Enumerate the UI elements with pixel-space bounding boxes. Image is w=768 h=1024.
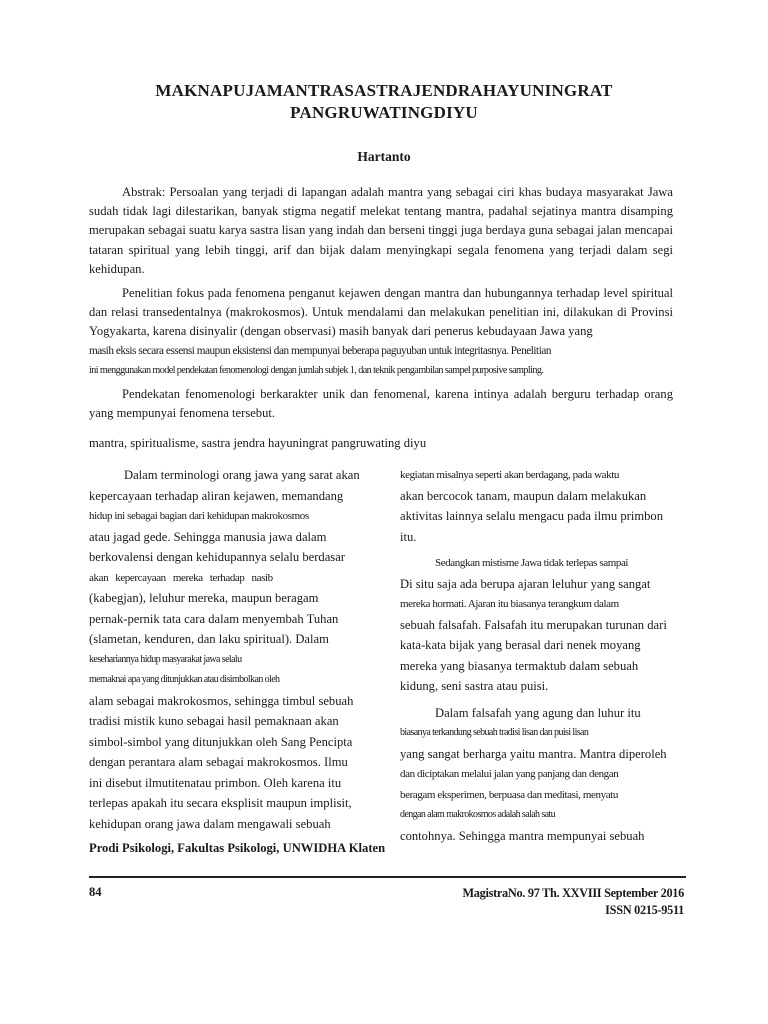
text-line: pernak-pernik tata cara dalam menyembah Tuhan: [89, 611, 339, 626]
text-line: simbol-simbol yang ditunjukkan oleh Sang Pencipta: [89, 734, 353, 749]
text-line: (slametan, kenduren, dan laku spiritual). Dalam: [89, 632, 329, 646]
title-line-2: PANGRUWATINGDIYU: [290, 103, 478, 122]
text-line: kidung, seni sastra atau puisi.: [400, 679, 549, 693]
abstract-paragraph-2-cont: masih eksis secara essensi maupun eksistensi dan mempunyai beberapa paguyuban untuk integritasnya. Penelitian: [89, 344, 552, 357]
text-line: kesehariannya hidup masyarakat jawa selalu: [89, 653, 242, 665]
abstract-paragraph-3: Pendekatan fenomenologi berkarakter unik dan fenomenal, karena intinya adalah berguru terhadap orang yang mempunyai fenomena tersebut.: [89, 387, 673, 421]
text-line: kehidupan orang jawa dalam mengawali sebuah: [89, 816, 331, 831]
text-line: aktivitas lainnya selalu mengacu pada ilmu primbon: [400, 509, 663, 523]
text-line: kegiatan misalnya seperti akan berdagang, pada waktu: [400, 469, 619, 481]
text-line: kepercayaan terhadap aliran kejawen, memandang: [89, 488, 344, 503]
keywords: mantra, spiritualisme, sastra jendra hayuningrat pangruwating diyu: [89, 436, 427, 450]
text-line: contohnya. Sehingga mantra mempunyai sebuah: [400, 828, 645, 843]
journal-issn: ISSN 0215-9511: [605, 903, 684, 917]
title-line-1: MAKNAPUJAMANTRASASTRAJENDRAHAYUNINGRAT: [155, 81, 613, 100]
text-line: (kabegjan), leluhur mereka, maupun beragam: [89, 591, 319, 605]
text-line: Sedangkan mistisme Jawa tidak terlepas sampai: [435, 557, 629, 569]
abstract-paragraph-2: Penelitian fokus pada fenomena penganut kejawen dengan mantra dan hubungannya terhadap level spiritual dan relasi transedentalnya (makrokosmos). Untuk mendalami dan melakukan penelitian ini, dilakukan di Provinsi Yogyakarta, karena disinyalir (dengan observasi) masih banyak dari penerus kebudayaan Jawa yang: [89, 286, 673, 339]
text-line: terlepas apakah itu secara eksplisit maupun implisit,: [89, 796, 352, 810]
article-title: [90, 80, 678, 124]
text-line: itu.: [400, 529, 417, 544]
text-line: sebuah falsafah. Falsafah itu merupakan turunan dari: [400, 617, 667, 632]
page-number: 84: [89, 885, 102, 899]
text-line: dengan perantara alam sebagai makrokosmos. Ilmu: [89, 755, 348, 769]
text-line: berkovalensi dengan kehidupannya selalu berdasar: [89, 550, 345, 564]
journal-info: [462, 885, 684, 919]
text-line: yang sangat berharga yaitu mantra. Mantra diperoleh: [400, 746, 667, 761]
text-line: mereka yang biasanya termaktub dalam sebuah: [400, 658, 639, 673]
author-affiliation: Prodi Psikologi, Fakultas Psikologi, UNWIDHA Klaten: [89, 841, 386, 855]
text-line: akan bercocok tanam, maupun dalam melakukan: [400, 488, 647, 503]
text-line: biasanya terkandung sebuah tradisi lisan dan puisi lisan: [400, 727, 589, 738]
text-line: Di situ saja ada berupa ajaran leluhur yang sangat: [400, 576, 651, 591]
text-line: Dalam terminologi orang jawa yang sarat akan: [124, 468, 360, 482]
text-line: tradisi mistik kuno sebagai hasil pemaknaan akan: [89, 714, 339, 728]
abstract-paragraph-1: Abstrak: Persoalan yang terjadi di lapangan adalah mantra yang sebagai ciri khas budaya masyarakat Jawa sudah tidak lagi dilestarikan, banyak stigma negatif melekat tentang mantra, padahal sejatinya mantra disamping merupakan sebagai suatu karya sastra lisan yang indah dan berseni tinggi juga berdaya guna sebagai jalan mencapai tataran spiritual yang lebih tinggi, arif dan bijak dalam menyingkapi segala fenomena yang terjadi dalam segi kehidupan.: [89, 185, 673, 276]
abstract: [89, 183, 673, 428]
text-line: dengan alam makrokosmos adalah salah satu: [400, 809, 556, 820]
body-column-left: [89, 465, 376, 834]
footer-divider: [89, 876, 686, 878]
text-line: dan diciptakan melalui jalan yang panjang dan dengan: [400, 768, 619, 780]
text-line: hidup ini sebagai bagian dari kehidupan makrokosmos: [89, 510, 309, 522]
text-line: kata-kata bijak yang berasal dari nenek moyang: [400, 638, 641, 652]
text-line: ini disebut ilmutitenatau primbon. Oleh karena itu: [89, 775, 342, 790]
text-line: memaknai apa yang ditunjukkan atau disimbolkan oleh: [89, 674, 280, 685]
text-line: Dalam falsafah yang agung dan luhur itu: [435, 705, 641, 720]
journal-issue: MagistraNo. 97 Th. XXVIII September 2016: [462, 886, 684, 900]
text-line: atau jagad gede. Sehingga manusia jawa dalam: [89, 529, 327, 544]
body-column-right: [400, 465, 687, 846]
text-line: beragam eksperimen, berpuasa dan meditasi, menyatu: [400, 788, 618, 801]
text-line: alam sebagai makrokosmos, sehingga timbul sebuah: [89, 693, 354, 708]
author-name: Hartanto: [357, 149, 411, 164]
text-line: mereka hormati. Ajaran itu biasanya terangkum dalam: [400, 598, 619, 610]
abstract-paragraph-2-end: ini menggunakan model pendekatan fenomenologi dengan jumlah subjek 1, dan teknik pengambilan sampel purposive sampling.: [89, 364, 544, 376]
text-line: akan kepercayaan mereka terhadap nasib: [89, 571, 273, 584]
